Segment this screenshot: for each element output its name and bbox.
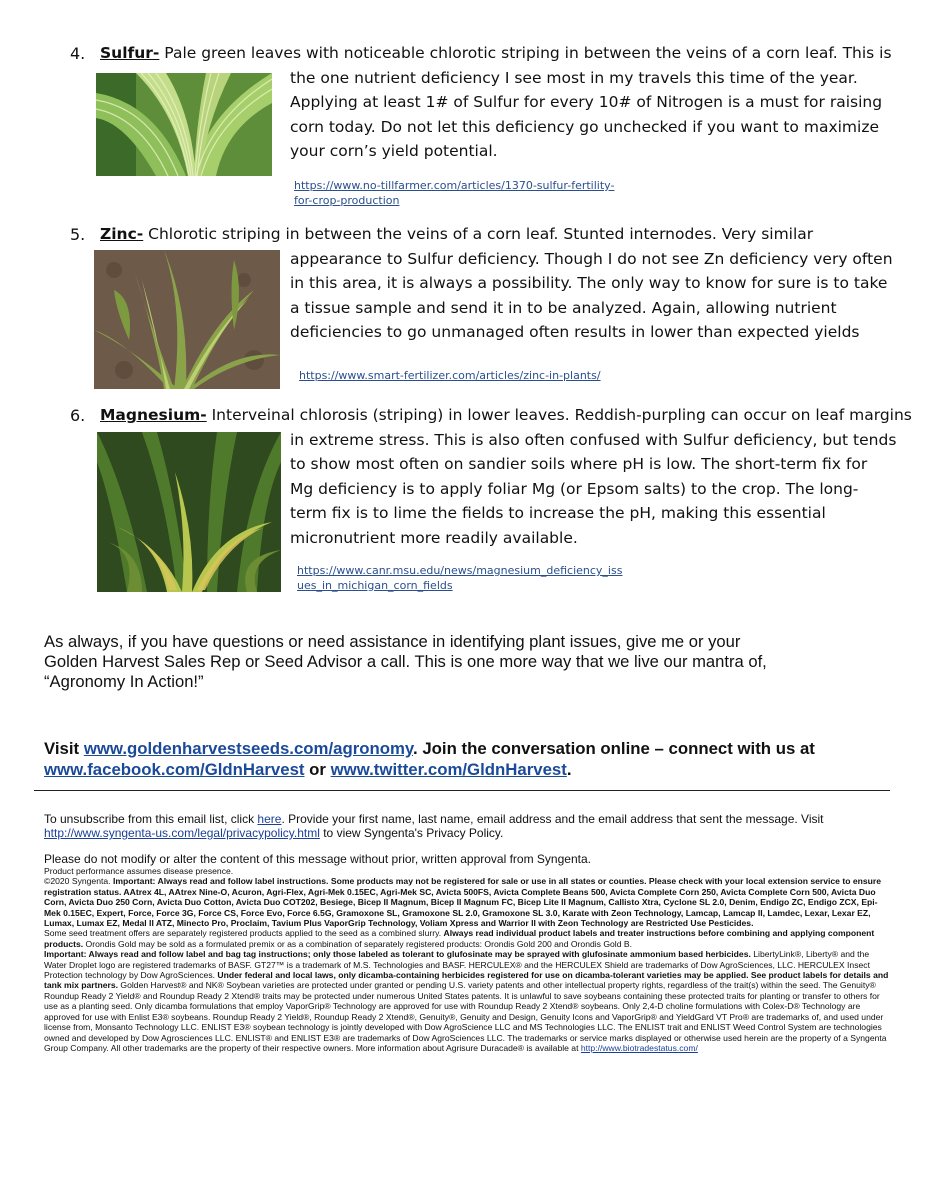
magnesium-corn-plant-photo [97,432,281,592]
item-text: appearance to Sulfur deficiency. Though I do not see Zn deficiency very often [290,249,893,268]
legal-paragraph-3: Important: Always read and follow label and bag tag instructions; only those labeled as tolerant to glufosinate may be sprayed with glufosinate ammonium based herbicides. LibertyLink®, Liberty® and the Water Droplet logo are registered trademarks of BASF. GT27™ is a trademark of M.S. Technologies and BASF. HERCULEX® and the HERCULEX Shield are trademarks of Dow AgroSciences, LLC. HERCULEX Insect Protection technology by Dow AgroSciences. Under federal and local laws, only dicamba-containing herbicides registered for use on dicamba-tolerant varieties may be applied. See product labels for details and tank mix partners. Golden Harvest® and NK® Soybean varieties are protected under granted or pending U.S. variety patents and other intellectual property rights, regardless of the trait(s) within the seed. The Genuity® Roundup Ready 2 Yield® and Roundup Ready 2 Xtend® traits may be protected under numerous United States patents. It is unlawful to save soybeans containing these protected traits for planting or transfer to others for use as a planting seed. Only dicamba formulations that employ VaporGrip® Technology are approved for use with Roundup Ready 2 Xtend® soybeans. Only 2,4-D choline formulations with Colex-D® Technology are approved for use with Enlist E3® soybeans. Roundup Ready 2 Yield®, Roundup Ready 2 Xtend®, Genuity®, Genuity and Design, Genuity Icons and VaporGrip® and YieldGard VT Pro® are trademarks of, and used under license from, Monsanto Technology LLC. ENLIST E3® soybean technology is jointly developed with Dow AgroScience LLC and MS Technologies LLC. The ENLIST trait and ENLIST Weed Control System are technologies owned and developed by Dow Agrosciences LLC. ENLIST® and ENLIST E3® are trademarks of Dow AgroSciences LLC. The trademarks or service marks displayed or otherwise used herein are the property of a Syngenta Group Company. All other trademarks are the property of their respective owners. More information about Agrisure Duracade® is available at http://www.biotradestatus.com/ [44,949,889,1053]
legal-paragraph-1: ©2020 Syngenta. Important: Always read and follow label instructions. Some products may not be registered for sale or use in all states or counties. Please check with your local extension service to ensure registration status. AAtrex 4L, AAtrex Nine-O, Acuron, Agri-Flex, Agri-Mek 0.15EC, Agri-Mek SC, Avicta 500FS, Avicta Complete Beans 500, Avicta Complete Corn 250, Avicta Complete Corn 500, Avicta Duo Corn, Avicta Duo 250 Corn, Avicta Duo Cotton, Avicta Duo COT202, Besiege, Bicep II Magnum, Bicep II Magnum FC, Bicep Lite II Magnum, Callisto Xtra, Cyclone SL 2.0, Denim, Endigo ZC, Endigo ZCX, Epi-Mek 0.15EC, Expert, Force, Force 3G, Force CS, Force Evo, Force 6.5G, Gramoxone SL, Gramoxone SL 2.0, Gramoxone SL 3.0, Karate with Zeon Technology, Lamcap, Lamcap II, Lamdec, Lexar, Lexar EZ, Lumax, Lumax EZ, Medal II ATZ, Minecto Pro, Proclaim, Tavium Plus VaporGrip Technology, Voliam Xpress and Warrior II with Zeon Technology are Restricted Use Pesticides. [44,876,882,929]
item-text: the one nutrient deficiency I see most in my travels this time of the year. [290,68,858,87]
item-heading-zinc: Zinc- [100,225,144,243]
privacy-policy-link[interactable]: http://www.syngenta-us.com/legal/privacypolicy.html [44,826,320,840]
source-link-zinc[interactable]: https://www.smart-fertilizer.com/articles/zinc-in-plants/ [299,369,601,382]
item-number: 6. [70,406,86,425]
item-text: term fix is to lime the fields to increase the pH, making this essential [290,504,826,522]
performance-note: Product performance assumes disease presence. [44,866,234,876]
item-first-line [100,403,912,428]
unsubscribe-text: To unsubscribe from this email list, click here. Provide your first name, last name, email address and the email address that sent the message. Visit http://www.syngenta-us.com/legal/privacypolicy.html to view Syngenta's Privacy Policy. [44,812,824,840]
source-link-magnesium[interactable]: https://www.canr.msu.edu/news/magnesium_deficiency_iss ues_in_michigan_corn_fields [297,564,623,592]
item-heading-sulfur: Sulfur- [100,44,160,62]
item-text: Mg deficiency is to apply foliar Mg (or Epsom salts) to the crop. The long- [290,479,859,498]
legal-fine-print [44,866,892,1053]
item-number: 5. [70,225,86,244]
item-text: Interveinal chlorosis (striping) in lower leaves. Reddish-purpling can occur on leaf margins [206,406,912,424]
source-link-sulfur[interactable]: https://www.no-tillfarmer.com/articles/1370-sulfur-fertility- for-crop-production [294,179,615,207]
twitter-link[interactable]: www.twitter.com/GldnHarvest [330,760,567,779]
closing-paragraph [44,632,767,692]
divider [34,790,890,791]
item-text: in extreme stress. This is also often confused with Sulfur deficiency, but tends [290,430,897,449]
item-text: Applying at least 1# of Sulfur for every 10# of Nitrogen is a must for raising [290,93,883,111]
item-text: Pale green leaves with noticeable chlorotic striping in between the veins of a corn leaf. This is [159,44,892,62]
agronomy-link[interactable]: www.goldenharvestseeds.com/agronomy [83,739,413,758]
item-text: Chlorotic striping in between the veins of a corn leaf. Stunted internodes. Very similar [143,225,814,243]
item-text: micronutrient more readily available. [290,528,578,547]
item-first-line [100,41,892,66]
item-text: in this area, it is always a possibility. The only way to know for sure is to take [290,274,888,292]
biotrade-status-link[interactable]: http://www.biotradestatus.com/ [580,1042,698,1053]
item-text: a tissue sample and send it in to be analyzed. Again, allowing nutrient [290,298,837,317]
item-text: your corn’s yield potential. [290,142,498,160]
closing-line: “Agronomy In Action!” [44,672,204,691]
item-number: 4. [70,44,86,63]
unsubscribe-here-link[interactable]: here [257,812,282,826]
no-modify-notice: Please do not modify or alter the content of this message without prior, written approval from Syngenta. [44,852,591,866]
item-heading-magnesium: Magnesium- [100,406,207,424]
sulfur-corn-leaf-photo [96,73,272,176]
item-text: deficiencies to go unmanaged often results in lower than expected yields [290,323,860,341]
visit-paragraph: Visit www.goldenharvestseeds.com/agronomy. Join the conversation online – connect with us at www.facebook.com/GldnHarvest or www.twitter.com/GldnHarvest. [44,739,815,779]
closing-line: As always, if you have questions or need assistance in identifying plant issues, give me or your [44,632,741,651]
item-text: corn today. Do not let this deficiency go unchecked if you want to maximize [290,117,879,136]
item-text: to show most often on sandier soils where pH is low. The short-term fix for [290,455,868,473]
item-first-line [100,222,813,247]
facebook-link[interactable]: www.facebook.com/GldnHarvest [44,760,305,779]
zinc-corn-plant-photo [94,250,280,389]
legal-paragraph-2: Some seed treatment offers are separately registered products applied to the seed as a combined slurry. Always read individual product labels and treater instructions before combining and applying component products. Orondis Gold may be sold as a formulated premix or as a combination of separately registered products: Orondis Gold 200 and Orondis Gold B. [44,928,875,949]
closing-line: Golden Harvest Sales Rep or Seed Advisor a call. This is one more way that we live our mantra of, [44,652,767,671]
